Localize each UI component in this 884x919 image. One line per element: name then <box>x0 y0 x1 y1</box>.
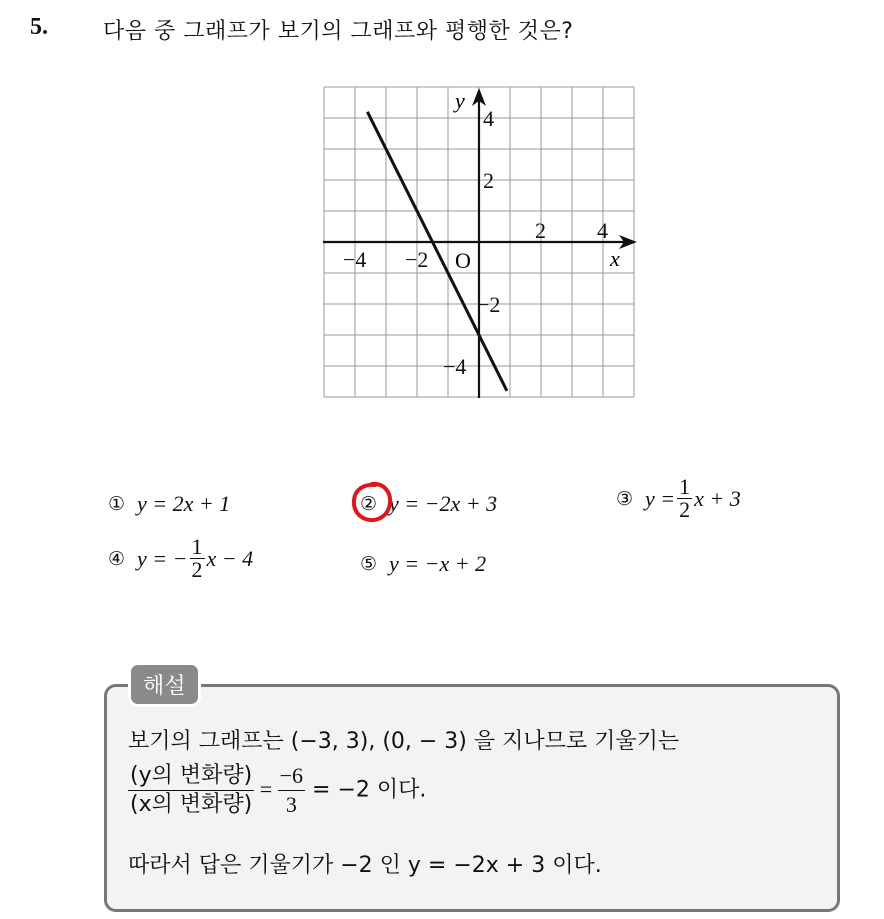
answer-circle <box>351 481 393 523</box>
choice-mark: ④ <box>108 547 126 570</box>
choice-equation: y = − <box>137 545 188 571</box>
coordinate-graph <box>323 86 641 404</box>
y-tick-label: 2 <box>483 168 494 193</box>
fraction-numerator: 1 <box>191 534 203 559</box>
x-axis-label: x <box>610 246 620 271</box>
choice-equation: y = −2x + 3 <box>389 491 498 516</box>
solution-line-2 <box>128 764 426 817</box>
choice-fraction <box>190 536 205 581</box>
choice-mark: ⑤ <box>360 553 378 575</box>
equals-1: = <box>254 776 278 802</box>
choice-equation: y = −x + 2 <box>389 551 487 576</box>
solution-line-3: 따라서 답은 기울기가 −2 인 y = −2x + 3 이다. <box>128 853 602 878</box>
y-tick-label: 4 <box>483 106 494 131</box>
plotted-line <box>367 112 507 391</box>
y-axis-label: y <box>455 88 465 113</box>
choice-mark: ③ <box>616 487 634 510</box>
slope-denominator: (x의 변화량) <box>130 792 253 818</box>
choice-1[interactable] <box>108 491 230 517</box>
solution-badge: 해설 <box>128 662 201 707</box>
choice-equation: y = 2x + 1 <box>137 491 231 516</box>
question-number: 5. <box>30 14 48 40</box>
equals-2: = −2 이다. <box>305 777 427 803</box>
fraction-numerator: 1 <box>679 474 691 499</box>
fraction-denominator: 2 <box>679 497 691 522</box>
value-numerator: −6 <box>278 764 305 791</box>
value-fraction <box>278 764 305 817</box>
value-denominator: 3 <box>285 792 297 818</box>
choice-4[interactable] <box>108 536 253 581</box>
x-tick-label: 2 <box>535 218 546 243</box>
slope-numerator: (y의 변화량) <box>128 764 254 791</box>
slope-fraction <box>128 764 254 817</box>
x-tick-label: 4 <box>597 218 608 243</box>
y-tick-label: −4 <box>443 354 467 379</box>
choice-mark: ② <box>360 493 378 515</box>
choice-equation: y = <box>645 485 676 511</box>
choice-equation-suffix: x − 4 <box>206 545 254 571</box>
question-text: 다음 중 그래프가 보기의 그래프와 평행한 것은? <box>103 19 574 44</box>
origin-label: O <box>455 248 471 273</box>
choice-fraction <box>677 476 692 521</box>
choice-5[interactable] <box>360 551 486 577</box>
choice-equation-suffix: x + 3 <box>694 485 741 511</box>
x-tick-label: −4 <box>343 247 367 272</box>
choice-3[interactable] <box>616 476 741 521</box>
solution-line-1: 보기의 그래프는 (−3, 3), (0, − 3) 을 지나므로 기울기는 <box>128 729 680 754</box>
fraction-denominator: 2 <box>191 557 203 582</box>
axes <box>323 88 637 398</box>
x-tick-label: −2 <box>405 247 429 272</box>
choice-mark: ① <box>108 493 126 515</box>
y-tick-label: −2 <box>477 292 501 317</box>
